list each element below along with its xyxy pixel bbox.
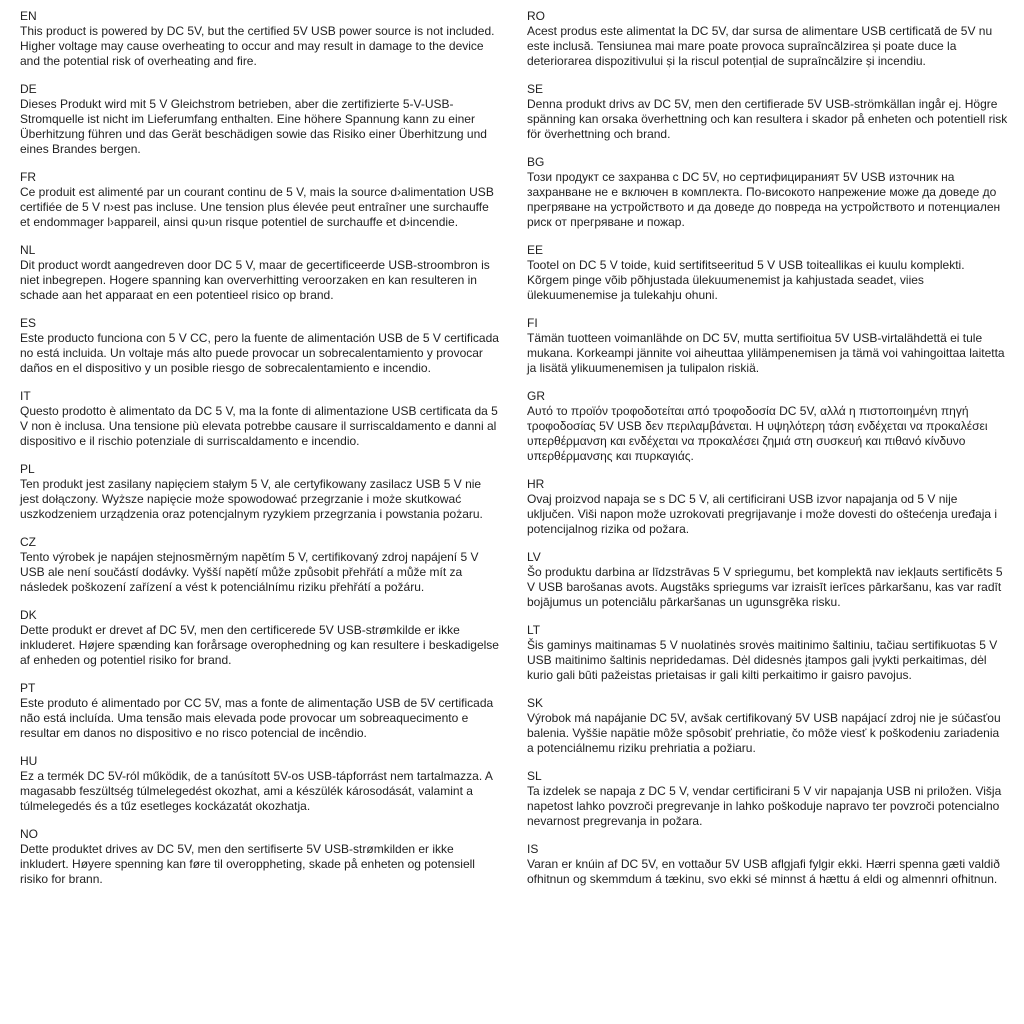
warning-text: Αυτό το προϊόν τροφοδοτείται από τροφοδοσία DC 5V, αλλά η πιστοποιημένη πηγή τροφοδοσίας 5V USB δεν περιλαμβάνεται. Η υψηλότερη τάση ενδέχεται να προκαλέσει υπερθέρμανση και ενδέχεται να προκαλέσει ζημιά στη συσκευή και πιθανό κίνδυνο υπερθέρμανσης και πυρκαγιάς. (527, 404, 988, 463)
language-section-pt (20, 681, 501, 741)
language-section-it (20, 389, 501, 449)
language-section-ee (527, 243, 1008, 303)
language-code: HU (20, 754, 38, 768)
warning-text: Ez a termék DC 5V-ról működik, de a tanúsított 5V-os USB-tápforrást nem tartalmazza. A magasabb feszültség túlmelegedést okozhat, ami a készülék károsodását, valamint a túlmelegedés és a tűz esetleges kockázatát okozhatja. (20, 769, 493, 813)
language-code: BG (527, 155, 545, 169)
language-code: SK (527, 696, 544, 710)
warning-text: Ta izdelek se napaja z DC 5 V, vendar certificirani 5 V vir napajanja USB ni priložen. Višja napetost lahko povzroči pregrevanje in lahko poškoduje napravo ter povzroči potencialno nevarnost pregrevanja in požara. (527, 784, 1002, 828)
language-section-bg (527, 155, 1008, 230)
language-code: PT (20, 681, 36, 695)
warning-text: Este producto funciona con 5 V CC, pero la fuente de alimentación USB de 5 V certificada no está incluida. Un voltaje más alto puede provocar un sobrecalentamiento y provocar daños en el dispositivo y un posible riesgo de sobrecalentamiento e incendio. (20, 331, 499, 375)
language-section-fr (20, 170, 501, 230)
language-section-de (20, 82, 501, 157)
language-section-lv (527, 550, 1008, 610)
warning-text: Acest produs este alimentat la DC 5V, dar sursa de alimentare USB certificată de 5V nu este inclusă. Tensiunea mai mare poate provoca supraîncălzirea și poate duce la deteriorarea dispozitivului și la riscul potențial de supraîncălzire și incendiu. (527, 24, 993, 68)
language-code: DK (20, 608, 37, 622)
warning-text: Tämän tuotteen voimanlähde on DC 5V, mutta sertifioitua 5V USB-virtalähdettä ei tule mukana. Korkeampi jännite voi aiheuttaa ylilämpenemisen ja tämä voi vahingoittaa laitetta ja lisätä ylikuumenemisen ja tulipalon riskiä. (527, 331, 1005, 375)
language-code: SL (527, 769, 542, 783)
language-section-fi (527, 316, 1008, 376)
language-section-hu (20, 754, 501, 814)
language-code: ES (20, 316, 37, 330)
language-section-sl (527, 769, 1008, 829)
left-column (20, 9, 501, 1016)
language-code: EN (20, 9, 37, 23)
warning-text: Ten produkt jest zasilany napięciem stałym 5 V, ale certyfikowany zasilacz USB 5 V nie jest dołączony. Wyższe napięcie może spowodować przegrzanie i może skutkować uszkodzeniem urządzenia oraz potencjalnym ryzykiem przegrzania i powstania pożaru. (20, 477, 483, 521)
language-section-is (527, 842, 1008, 887)
language-code: FR (20, 170, 36, 184)
warning-text: Ovaj proizvod napaja se s DC 5 V, ali certificirani USB izvor napajanja od 5 V nije uključen. Viši napon može uzrokovati pregrijavanje i može dovesti do oštećenja uređaja i potencijalnog rizika od požara. (527, 492, 998, 536)
language-code: SE (527, 82, 544, 96)
warning-text: Dette produktet drives av DC 5V, men den sertifiserte 5V USB-strømkilden er ikke inkludert. Høyere spenning kan føre til overoppheting, skade på enheten og potensiell risiko for brann. (20, 842, 475, 886)
language-section-pl (20, 462, 501, 522)
warning-text: Този продукт се захранва с DC 5V, но сертифицираният 5V USB източник на захранване не е включен в комплекта. По-високото напрежение може да доведе до прегряване на устройството и да доведе до повреда на устройството и потенциален риск от прегряване и пожар. (527, 170, 1001, 229)
language-section-es (20, 316, 501, 376)
warning-text: Dette produkt er drevet af DC 5V, men den certificerede 5V USB-strømkilde er ikke inkluderet. Højere spænding kan forårsage overophedning og kan resultere i beskadigelse af enheden og potentiel risiko for brand. (20, 623, 499, 667)
language-section-se (527, 82, 1008, 142)
language-code: FI (527, 316, 538, 330)
warning-text: Varan er knúin af DC 5V, en vottaður 5V USB aflgjafi fylgir ekki. Hærri spenna gæti valdið ofhitnun og skemmdum á tækinu, svo ekki sé minnst á hættu á eldi og almennri ofhitnun. (527, 857, 1000, 886)
language-section-gr (527, 389, 1008, 464)
warning-text: Ce produit est alimenté par un courant continu de 5 V, mais la source d›alimentation USB certifiée de 5 V n›est pas incluse. Une tension plus élevée peut entraîner une surchauffe et endommager l›appareil, ainsi qu›un risque potentiel de surchauffe et d›incendie. (20, 185, 494, 229)
warning-text: Dieses Produkt wird mit 5 V Gleichstrom betrieben, aber die zertifizierte 5-V-USB-Stromquelle ist nicht im Lieferumfang enthalten. Eine höhere Spannung kann zu einer Überhitzung führen und das Gerät beschädigen sowie das Risiko einer Überhitzung und eines Brandes bergen. (20, 97, 487, 156)
language-section-en (20, 9, 501, 69)
language-code: PL (20, 462, 35, 476)
language-code: LT (527, 623, 541, 637)
language-section-dk (20, 608, 501, 668)
language-section-hr (527, 477, 1008, 537)
warning-text: This product is powered by DC 5V, but the certified 5V USB power source is not included. Higher voltage may cause overheating to occur and may result in damage to the device and the potential risk of overheating and fire. (20, 24, 495, 68)
language-code: LV (527, 550, 541, 564)
warning-text: Dit product wordt aangedreven door DC 5 V, maar de gecertificeerde USB-stroombron is niet inbegrepen. Hogere spanning kan oververhitting veroorzaken en kan resulteren in schade aan het apparaat en een potentieel risico op brand. (20, 258, 490, 302)
language-code: NL (20, 243, 36, 257)
language-code: HR (527, 477, 545, 491)
language-section-nl (20, 243, 501, 303)
warning-text: Este produto é alimentado por CC 5V, mas a fonte de alimentação USB de 5V certificada não está incluída. Uma tensão mais elevada pode provocar um sobreaquecimento e resultar em danos no dispositivo e no risco potencial de incêndio. (20, 696, 494, 740)
language-code: IT (20, 389, 31, 403)
warning-text: Tootel on DC 5 V toide, kuid sertifitseeritud 5 V USB toiteallikas ei kuulu komplekti. Kõrgem pinge võib põhjustada ülekuumenemist ja kahjustada seadet, viies ülekuumenemise ja tulekahju ohuni. (527, 258, 965, 302)
language-section-ro (527, 9, 1008, 69)
language-code: CZ (20, 535, 36, 549)
language-code: EE (527, 243, 544, 257)
warning-text: Denna produkt drivs av DC 5V, men den certifierade 5V USB-strömkällan ingår ej. Högre spänning kan orsaka överhettning och kan resultera i skador på enheten och potentiell risk för överhettning och brand. (527, 97, 1008, 141)
warning-text: Šo produktu darbina ar līdzstrāvas 5 V spriegumu, bet komplektā nav iekļauts sertificēts 5 V USB barošanas avots. Augstāks spriegums var izraisīt ierīces pārkaršanu, kas var radīt bojājumus un potenciālu pārkaršanas un ugunsgrēka risku. (527, 565, 1003, 609)
language-section-sk (527, 696, 1008, 756)
language-code: NO (20, 827, 38, 841)
warning-text: Výrobok má napájanie DC 5V, avšak certifikovaný 5V USB napájací zdroj nie je súčasťou balenia. Vyššie napätie môže spôsobiť prehriatie, čo môže viesť k poškodeniu zariadenia a potenciálnemu riziku prehriatia a požiaru. (527, 711, 1001, 755)
warning-text: Šis gaminys maitinamas 5 V nuolatinės srovės maitinimo šaltiniu, tačiau sertifikuotas 5 V USB maitinimo šaltinis nepridedamas. Dėl didesnės įtampos gali įvykti perkaitimas, dėl kurio gali būti pažeistas prietaisas ir gali kilti perkaitimo ir gaisro pavojus. (527, 638, 998, 682)
language-section-lt (527, 623, 1008, 683)
language-section-cz (20, 535, 501, 595)
warning-text: Questo prodotto è alimentato da DC 5 V, ma la fonte di alimentazione USB certificata da 5 V non è inclusa. Una tensione più elevata potrebbe causare il surriscaldamento e danni al dispositivo e il rischio potenziale di surriscaldamento e incendio. (20, 404, 498, 448)
language-section-no (20, 827, 501, 887)
language-code: DE (20, 82, 37, 96)
language-code: GR (527, 389, 545, 403)
language-code: RO (527, 9, 545, 23)
right-column (527, 9, 1008, 1016)
language-code: IS (527, 842, 539, 856)
warning-text: Tento výrobek je napájen stejnosměrným napětím 5 V, certifikovaný zdroj napájení 5 V USB ale není součástí dodávky. Vyšší napětí může způsobit přehřátí a může mít za následek poškození zařízení a vést k potenciálnímu riziku přehřátí a požáru. (20, 550, 479, 594)
